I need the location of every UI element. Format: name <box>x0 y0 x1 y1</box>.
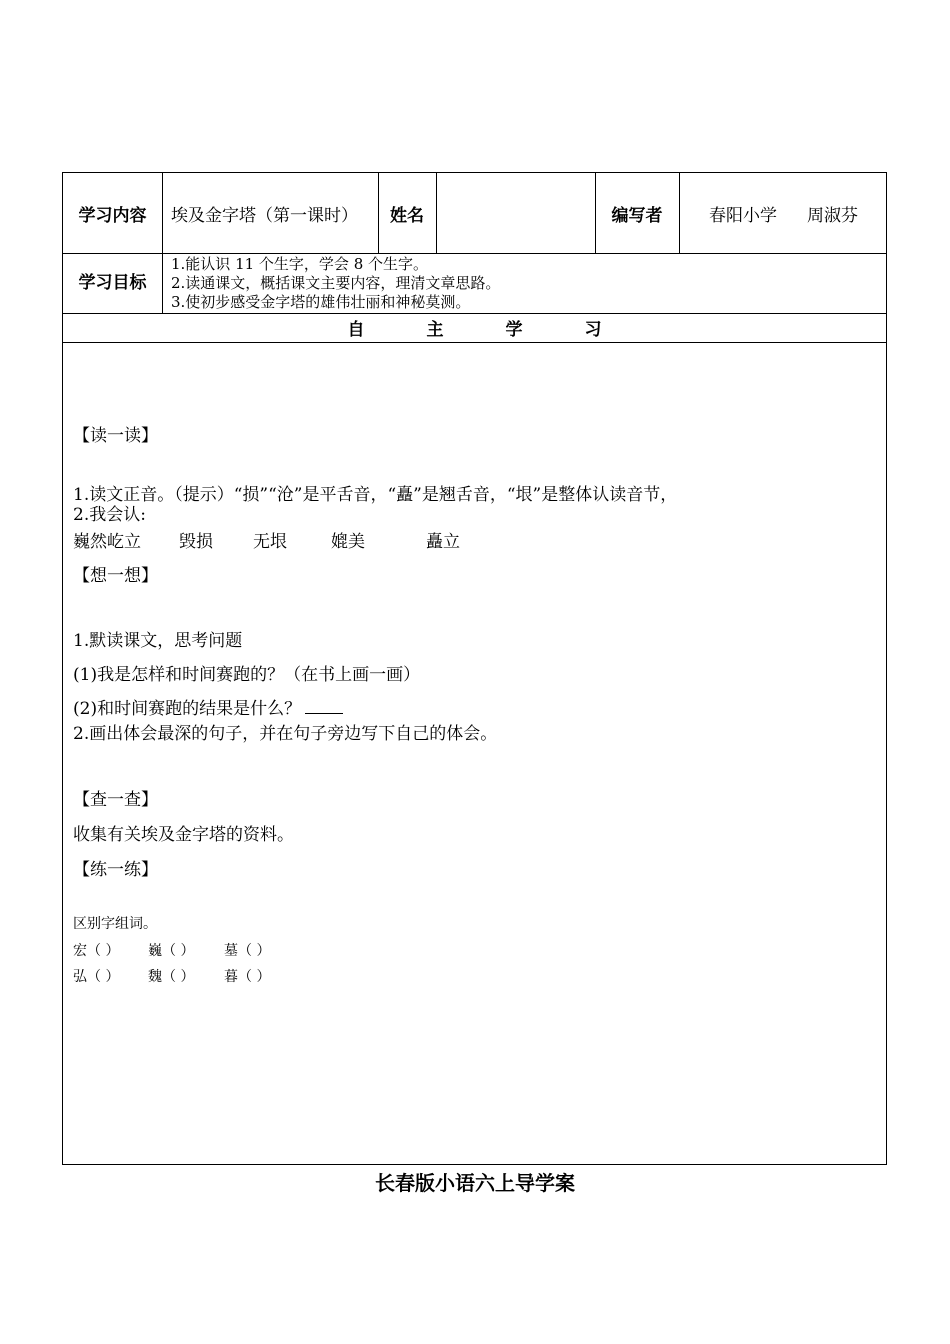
title-char: 学 <box>505 319 523 340</box>
author-school: 春阳小学 <box>709 205 777 226</box>
title-char: 自 <box>347 319 365 340</box>
practice-item: 墓（ ） <box>224 943 271 959</box>
goal-item: 1.能认识 11 个生字，学会 8 个生字。 <box>171 255 429 273</box>
think-q1a: (1)我是怎样和时间赛跑的？（在书上画一画） <box>73 665 421 685</box>
goal-item: 3.使初步感受金字塔的雄伟壮丽和神秘莫测。 <box>171 293 471 311</box>
row-divider <box>63 253 886 254</box>
read-line-1: 1.读文正音。（提示）“损”“沧”是平舌音，“矗”是翘舌音，“垠”是整体认读音节， <box>73 485 678 505</box>
title-char: 主 <box>426 319 444 340</box>
word-item: 无垠 <box>253 532 287 552</box>
practice-item: 暮（ ） <box>224 969 271 985</box>
label-study-content: 学习内容 <box>78 205 147 226</box>
page-footer: 长春版小语六上导学案 <box>375 1171 575 1195</box>
label-name: 姓名 <box>390 205 424 226</box>
word-item: 巍然屹立 <box>73 532 141 552</box>
self-study-title <box>63 313 886 341</box>
word-item: 矗立 <box>426 532 460 552</box>
check-text: 收集有关埃及金字塔的资料。 <box>73 825 294 845</box>
practice-item: 弘（ ） <box>73 969 120 985</box>
read-line-2: 2.我会认: <box>73 505 146 525</box>
answer-blank[interactable] <box>305 699 343 714</box>
think-q1b-row <box>73 694 343 719</box>
goal-item: 2.读通课文，概括课文主要内容，理清文章思路。 <box>171 274 501 292</box>
author-name: 周淑芬 <box>807 205 858 226</box>
think-heading: 【想一想】 <box>73 566 158 586</box>
read-heading: 【读一读】 <box>73 426 158 446</box>
author-cell <box>679 173 888 253</box>
check-heading: 【查一查】 <box>73 790 158 810</box>
practice-item: 巍（ ） <box>148 943 195 959</box>
name-field[interactable] <box>436 173 595 253</box>
word-item: 毁损 <box>179 532 213 552</box>
worksheet-table <box>62 172 887 1165</box>
word-item: 媲美 <box>331 532 365 552</box>
label-author: 编写者 <box>611 205 663 226</box>
study-content-value: 埃及金字塔（第一课时） <box>171 205 358 226</box>
col-divider <box>162 173 163 313</box>
practice-item: 魏（ ） <box>148 969 195 985</box>
practice-heading: 【练一练】 <box>73 860 158 880</box>
think-q1: 1.默读课文，思考问题 <box>73 631 243 651</box>
title-char: 习 <box>584 319 602 340</box>
label-study-goals: 学习目标 <box>78 273 147 293</box>
practice-item: 宏（ ） <box>73 943 120 959</box>
think-q1b: (2)和时间赛跑的结果是什么？ <box>73 699 302 719</box>
think-q2: 2.画出体会最深的句子，并在句子旁边写下自己的体会。 <box>73 724 498 744</box>
row-divider <box>63 342 886 343</box>
practice-intro: 区别字组词。 <box>73 916 157 932</box>
